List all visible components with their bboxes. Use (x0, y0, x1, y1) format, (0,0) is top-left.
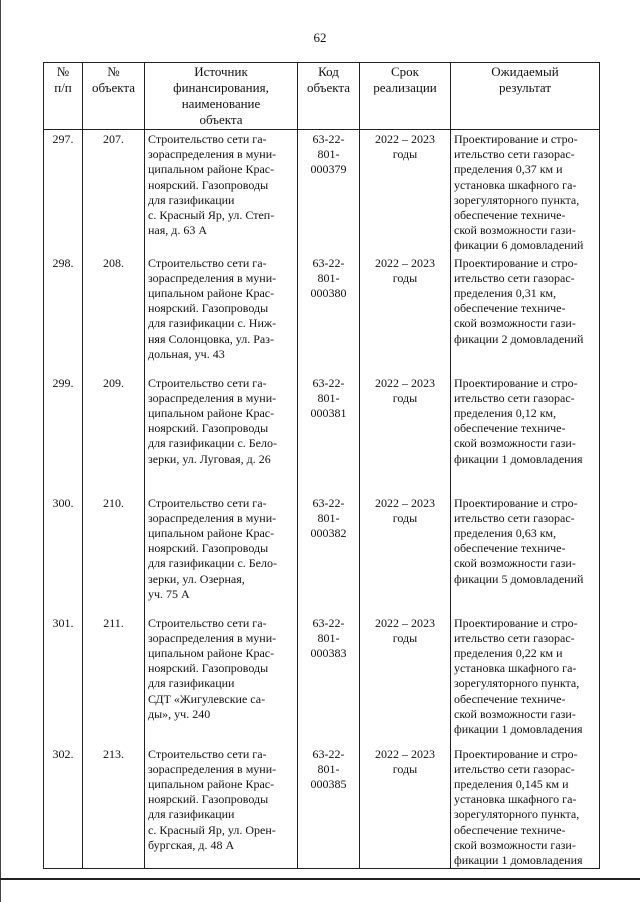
cell-result: Проектирование и стро- ительство сети газорас- пределения 0,22 км и установка шкафного га- зорегуляторного пункта, обеспечение техниче- ской возможности гази- фикации 1 домовладения (451, 614, 600, 745)
table-header-row (44, 63, 600, 130)
cell-result: Проектирование и стро- ительство сети газорас- пределения 0,37 км и установка шкафного га- зорегуляторного пункта, обеспечение техниче- ской возможности гази- фикации 6 домовладений (451, 130, 600, 254)
cell-num: 299. (44, 374, 83, 494)
cell-source: Строительство сети га- зораспределения в муни- ципальном районе Крас- ноярский. Газопроводы для газификации с. Бело- зерки, ул. Луговая, д. 26 (145, 374, 298, 494)
cell-term: 2022 – 2023 годы (360, 745, 451, 869)
header-term: Срок реализации (360, 63, 451, 130)
cell-num: 297. (44, 130, 83, 254)
cell-object-num: 209. (83, 374, 145, 494)
cell-num: 302. (44, 745, 83, 869)
cell-result: Проектирование и стро- ительство сети газорас- пределения 0,12 км, обеспечение техниче- ской возможности гази- фикации 1 домовладения (451, 374, 600, 494)
table-row (44, 614, 600, 745)
header-source: Источник финансирования, наименование объекта (145, 63, 298, 130)
cell-object-num: 211. (83, 614, 145, 745)
cell-result: Проектирование и стро- ительство сети газорас- пределения 0,145 км и установка шкафного га- зорегуляторного пункта, обеспечение техниче- ской возможности гази- фикации 1 домовладения (451, 745, 600, 869)
table-row (44, 745, 600, 869)
cell-object-num: 210. (83, 494, 145, 614)
cell-term: 2022 – 2023 годы (360, 614, 451, 745)
cell-source: Строительство сети га- зораспределения в муни- ципальном районе Крас- ноярский. Газопроводы для газификации СДТ «Жигулевские са- ды», уч. 240 (145, 614, 298, 745)
cell-object-num: 213. (83, 745, 145, 869)
cell-num: 300. (44, 494, 83, 614)
cell-code: 63-22- 801- 000380 (298, 254, 360, 374)
cell-code: 63-22- 801- 000385 (298, 745, 360, 869)
cell-source: Строительство сети га- зораспределения в муни- ципальном районе Крас- ноярский. Газопроводы для газификации с. Красный Яр, ул. Орен- бургская, д. 48 А (145, 745, 298, 869)
cell-result: Проектирование и стро- ительство сети газорас- пределения 0,63 км, обеспечение техниче- ской возможности гази- фикации 5 домовладений (451, 494, 600, 614)
cell-num: 301. (44, 614, 83, 745)
cell-source: Строительство сети га- зораспределения в муни- ципальном районе Крас- ноярский. Газопроводы для газификации с. Ниж- няя Солонцовка, ул. Раз- дольная, уч. 43 (145, 254, 298, 374)
cell-result: Проектирование и стро- ительство сети газорас- пределения 0,31 км, обеспечение техниче- ской возможности гази- фикации 2 домовладений (451, 254, 600, 374)
table-row (44, 254, 600, 374)
objects-table (43, 62, 600, 869)
table-row (44, 494, 600, 614)
scan-left-edge (0, 0, 1, 902)
header-code: Код объекта (298, 63, 360, 130)
table-row (44, 374, 600, 494)
cell-source: Строительство сети га- зораспределения в муни- ципальном районе Крас- ноярский. Газопроводы для газификации с. Бело- зерки, ул. Озерная, уч. 75 А (145, 494, 298, 614)
cell-term: 2022 – 2023 годы (360, 254, 451, 374)
header-result: Ожидаемый результат (451, 63, 600, 130)
cell-term: 2022 – 2023 годы (360, 130, 451, 254)
cell-num: 298. (44, 254, 83, 374)
cell-code: 63-22- 801- 000383 (298, 614, 360, 745)
cell-code: 63-22- 801- 000381 (298, 374, 360, 494)
header-object-num: № объекта (83, 63, 145, 130)
cell-object-num: 207. (83, 130, 145, 254)
header-num: № п/п (44, 63, 83, 130)
table-row (44, 130, 600, 254)
cell-source: Строительство сети га- зораспределения в муни- ципальном районе Крас- ноярский. Газопроводы для газификации с. Красный Яр, ул. Степ- ная, д. 63 А (145, 130, 298, 254)
page-number: 62 (313, 30, 327, 45)
cell-term: 2022 – 2023 годы (360, 374, 451, 494)
cell-code: 63-22- 801- 000382 (298, 494, 360, 614)
cell-term: 2022 – 2023 годы (360, 494, 451, 614)
scan-bottom-edge (0, 878, 640, 880)
cell-code: 63-22- 801- 000379 (298, 130, 360, 254)
cell-object-num: 208. (83, 254, 145, 374)
